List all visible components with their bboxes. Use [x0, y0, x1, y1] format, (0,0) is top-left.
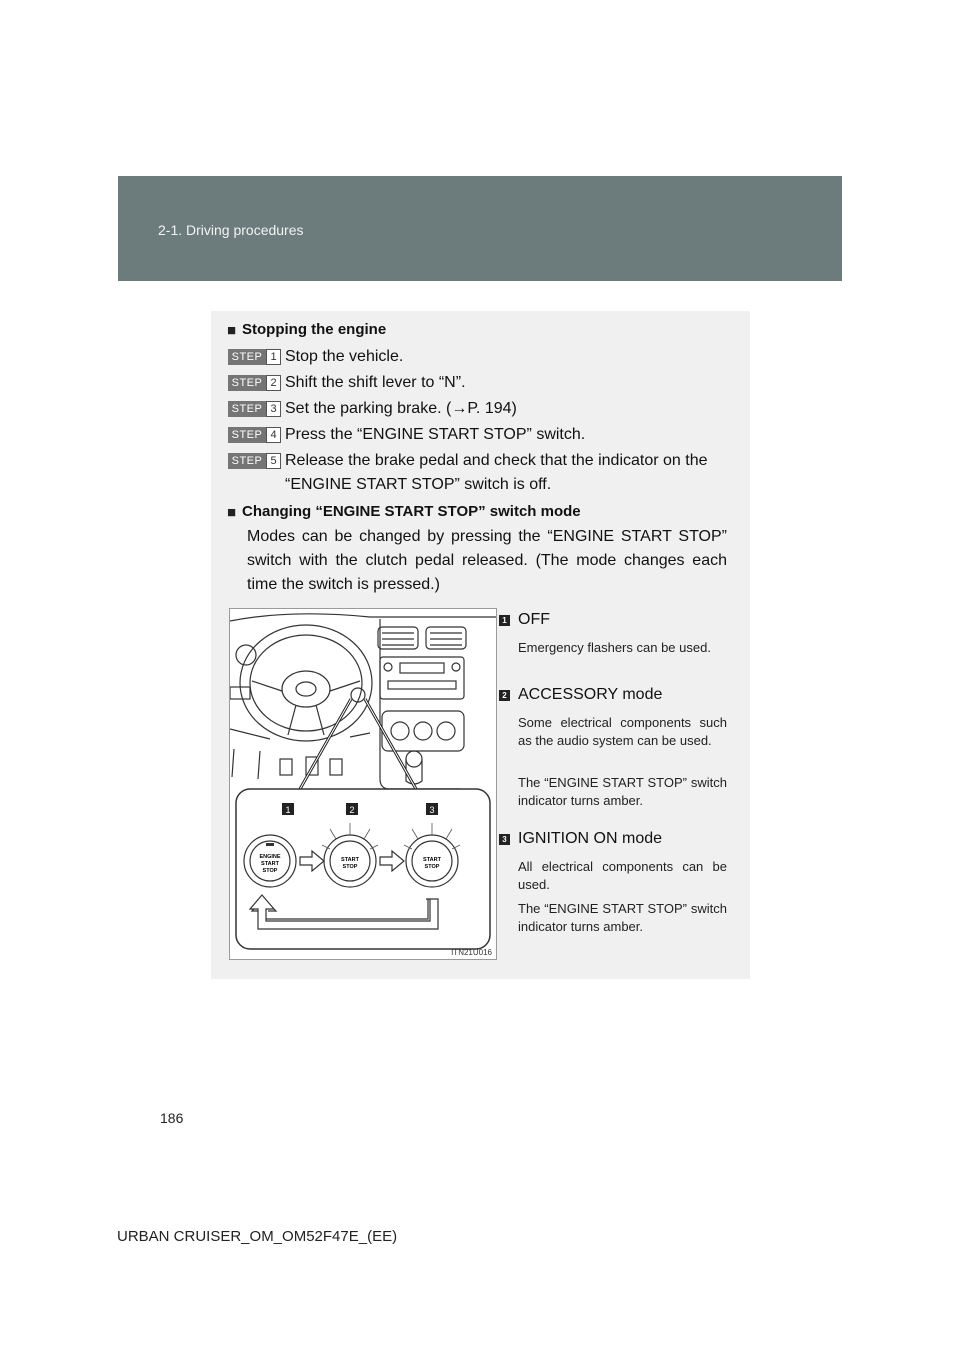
step-badge [228, 349, 279, 365]
step-number: 4 [266, 427, 281, 443]
figure-label-3: 3 [429, 805, 435, 815]
step-badge [228, 427, 279, 443]
button-text: STOP [342, 864, 358, 870]
button-text: START [423, 857, 441, 863]
step-label: STEP [228, 375, 266, 391]
step-row [211, 345, 750, 369]
dashboard-drawing [230, 609, 496, 959]
button-text: ENGINE [259, 854, 281, 860]
button-text: STOP [262, 868, 278, 874]
step-label: STEP [228, 349, 266, 365]
step-row [211, 423, 750, 447]
mode-title: ACCESSORY mode [518, 686, 663, 703]
mode-number-marker: 2 [499, 690, 510, 701]
step-row [211, 449, 750, 499]
step-number: 5 [266, 453, 281, 469]
mode-number-marker: 1 [499, 615, 510, 626]
section-title: 2-1. Driving procedures [158, 222, 304, 238]
square-bullet-icon: ■ [227, 504, 237, 521]
dashboard-illustration [229, 608, 497, 960]
step-text: Press the “ENGINE START STOP” switch. [285, 426, 586, 443]
figure-code: ITN21U016 [451, 948, 492, 957]
step-text: Shift the shift lever to “N”. [285, 374, 466, 391]
step-label: STEP [228, 453, 266, 469]
stopping-heading-row [211, 319, 750, 343]
content-panel [211, 311, 750, 979]
mode-description: The “ENGINE START STOP” switch indicator turns amber. [518, 901, 727, 934]
step-badge [228, 401, 279, 417]
mode-description: The “ENGINE START STOP” switch indicator turns amber. [518, 775, 727, 808]
button-text: START [341, 857, 359, 863]
changing-paragraph: Modes can be changed by pressing the “ENGINE START STOP” switch with the clutch pedal released. (The mode changes each time the switch is pressed.) [247, 528, 727, 593]
figure-label-1: 1 [285, 805, 291, 815]
mode-title: IGNITION ON mode [518, 830, 663, 847]
mode-title: OFF [518, 611, 550, 628]
button-text: START [261, 861, 279, 867]
mode-description: All electrical components can be used. [518, 859, 727, 892]
section-header-band [118, 176, 842, 281]
step-text: Release the brake pedal and check that the indicator on the “ENGINE START STOP” switch is off. [285, 452, 708, 493]
step-number: 1 [266, 349, 281, 365]
step-badge [228, 453, 279, 469]
step-number: 2 [266, 375, 281, 391]
step-number: 3 [266, 401, 281, 417]
mode-number-marker: 3 [499, 834, 510, 845]
step-text: Set the parking brake. (→P. 194) [285, 400, 517, 417]
step-label: STEP [228, 401, 266, 417]
document-code: URBAN CRUISER_OM_OM52F47E_(EE) [117, 1228, 398, 1245]
changing-heading-row [211, 501, 750, 525]
step-text: Stop the vehicle. [285, 348, 404, 365]
step-label: STEP [228, 427, 266, 443]
stopping-heading: Stopping the engine [242, 321, 387, 338]
mode-description: Emergency flashers can be used. [518, 640, 711, 655]
step-row [211, 397, 750, 421]
step-row [211, 371, 750, 395]
figure-label-2: 2 [349, 805, 355, 815]
mode-description: Some electrical components such as the audio system can be used. [518, 715, 727, 748]
step-badge [228, 375, 279, 391]
square-bullet-icon: ■ [227, 322, 237, 339]
button-text: STOP [424, 864, 440, 870]
page-number: 186 [160, 1110, 184, 1126]
changing-heading: Changing “ENGINE START STOP” switch mode [242, 503, 581, 520]
